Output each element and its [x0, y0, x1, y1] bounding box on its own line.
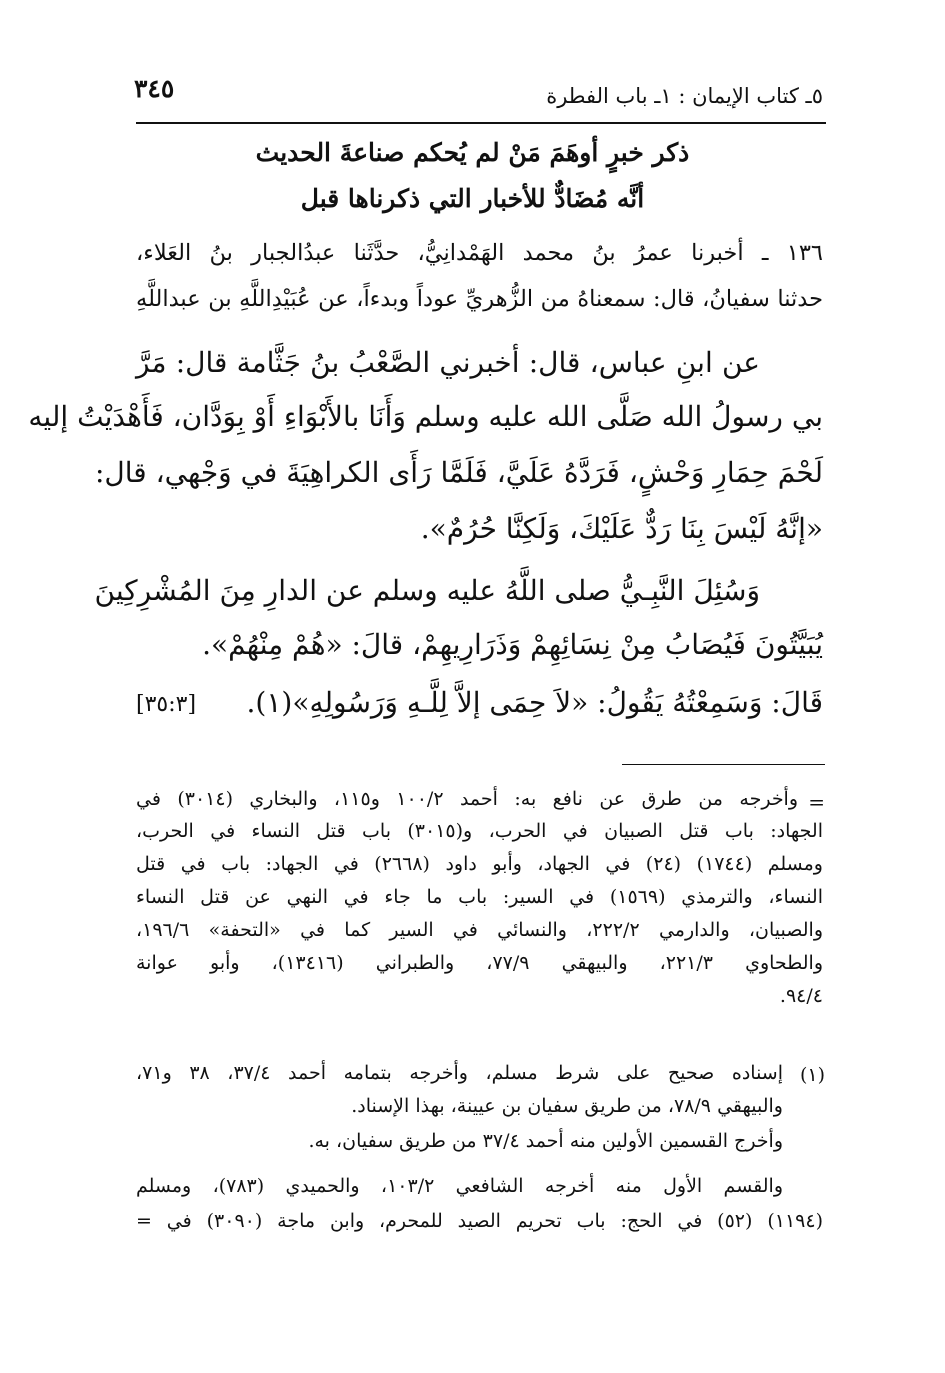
hadith-isnad-line-2: حدثنا سفيانُ، قال: سمعناهُ من الزُّهريِّ عوداً وبدءاً، عن عُبَيْدِاللَّهِ بن عبداللَّهِ	[136, 286, 823, 312]
running-head: ٥ـ كتاب الإيمان : ١ـ باب الفطرة	[546, 84, 823, 108]
hadith-matn-line-3: لَحْمَ حِمَارِ وَحْشٍ، فَرَدَّهُ عَلَيَّ، فَلَمَّا رَأَى الكراهِيَةَ في وَجْهي، قال:	[94, 456, 823, 489]
hadith-matn-line-4: «إنَّهُ لَيْسَ بِنَا رَدٌّ عَلَيْكَ، وَلَكِنَّا حُرُمٌ».	[420, 512, 823, 545]
footnote-1-line: والقسم الأول منه أخرجه الشافعي ١٠٣/٢، والحميدي (٧٨٣)، ومسلم	[136, 1175, 784, 1197]
chapter-title-line-2: أنَّه مُضَادٌّ للأخبار التي ذكرناها قبل	[300, 184, 645, 213]
footnote-1-line: والبيهقي ٧٨/٩، من طريق سفيان بن عيينة، بهذا الإسناد.	[351, 1095, 783, 1117]
hadith-matn-line-2: بي رسولُ الله صَلَّى الله عليه وسلم وَأَنَا بالأَبْوَاءِ أَوْ بِوَدَّان، فَأَهْدَيْتُ إليه	[28, 400, 823, 433]
footnote-1-line: وأخرج القسمين الأولين منه أحمد ٣٧/٤ من طريق سفيان، به.	[308, 1130, 783, 1152]
hadith-isnad-line-1: ١٣٦ ـ أخبرنا عمرُ بنُ محمد الهَمْدانِيُّ، حدَّثَنا عبدُالجبار بنُ العَلاء،	[136, 240, 823, 266]
page-number: ٣٤٥	[134, 74, 175, 103]
hadith-matn-line-6: يُبَيَّتُونَ فَيُصَابُ مِنْ نِسَائِهِمْ وَذَرَارِيهِمْ، قالَ: «هُمْ مِنْهُمْ».	[202, 628, 823, 661]
chapter-title-line-1: ذكر خبرٍ أوهَمَ مَنْ لم يُحكم صناعةَ الحديث	[255, 138, 690, 167]
hadith-matn-line-5: وَسُئِلَ النَّبِـيُّ صلى اللَّهُ عليه وسلم عن الدارِ مِنَ المُشْرِكِينَ	[94, 574, 760, 607]
hadith-matn-line-1: عن ابنِ عباس، قال: أخبرني الصَّعْبُ بنُ جَثَّامة قال: مَرَّ	[136, 346, 760, 379]
footnote-1-line: إسناده صحيح على شرط مسلم، وأخرجه بتمامه أحمد ٣٧/٤، ٣٨ و٧١،	[136, 1062, 783, 1084]
footnote-continuation-line: النساء، والترمذي (١٥٦٩) في السير: باب ما جاء في النهي عن قتل النساء	[136, 886, 823, 908]
footnote-rule	[622, 764, 825, 765]
footnote-continuation-line: وأخرجه من طرق عن نافع به: أحمد ١٠٠/٢ و١١٥، والبخاري (٣٠١٤) في	[136, 788, 799, 810]
footnote-continuation-line: والصبيان، والدارمي ٢٢٢/٢، والنسائي في السير كما في «التحفة» ١٩٦/٦،	[136, 919, 823, 941]
footnote-continuation-line: الجهاد: باب قتل الصبيان في الحرب، و(٣٠١٥) باب قتل النساء في الحرب،	[136, 820, 823, 842]
source-reference: [٣٥:٣]	[136, 692, 197, 717]
hadith-matn-line-7: قَالَ: وَسَمِعْتُهُ يَقُولُ: «لاَ حِمَى إلاَّ لِلَّـهِ وَرَسُولِهِ»(١).	[246, 686, 823, 719]
header-rule	[136, 122, 826, 124]
footnote-continuation-line: ومسلم (١٧٤٤) (٢٤) في الجهاد، وأبو داود (٢٦٦٨) في الجهاد: باب في قتل	[136, 853, 823, 875]
footnote-1-line: (١١٩٤) (٥٢) في الحج: باب تحريم الصيد للمحرم، وابن ماجة (٣٠٩٠) في =	[136, 1210, 823, 1232]
footnote-continuation-line: ٩٤/٤.	[779, 985, 823, 1007]
footnote-continuation-line: والطحاوي ٢٢١/٣، والبيهقي ٧٧/٩، والطبراني (١٣٤١٦)، وأبو عوانة	[136, 952, 823, 974]
footnote-1-marker: (١)	[799, 1064, 825, 1086]
footnote-continuation-marker: =	[808, 790, 825, 814]
